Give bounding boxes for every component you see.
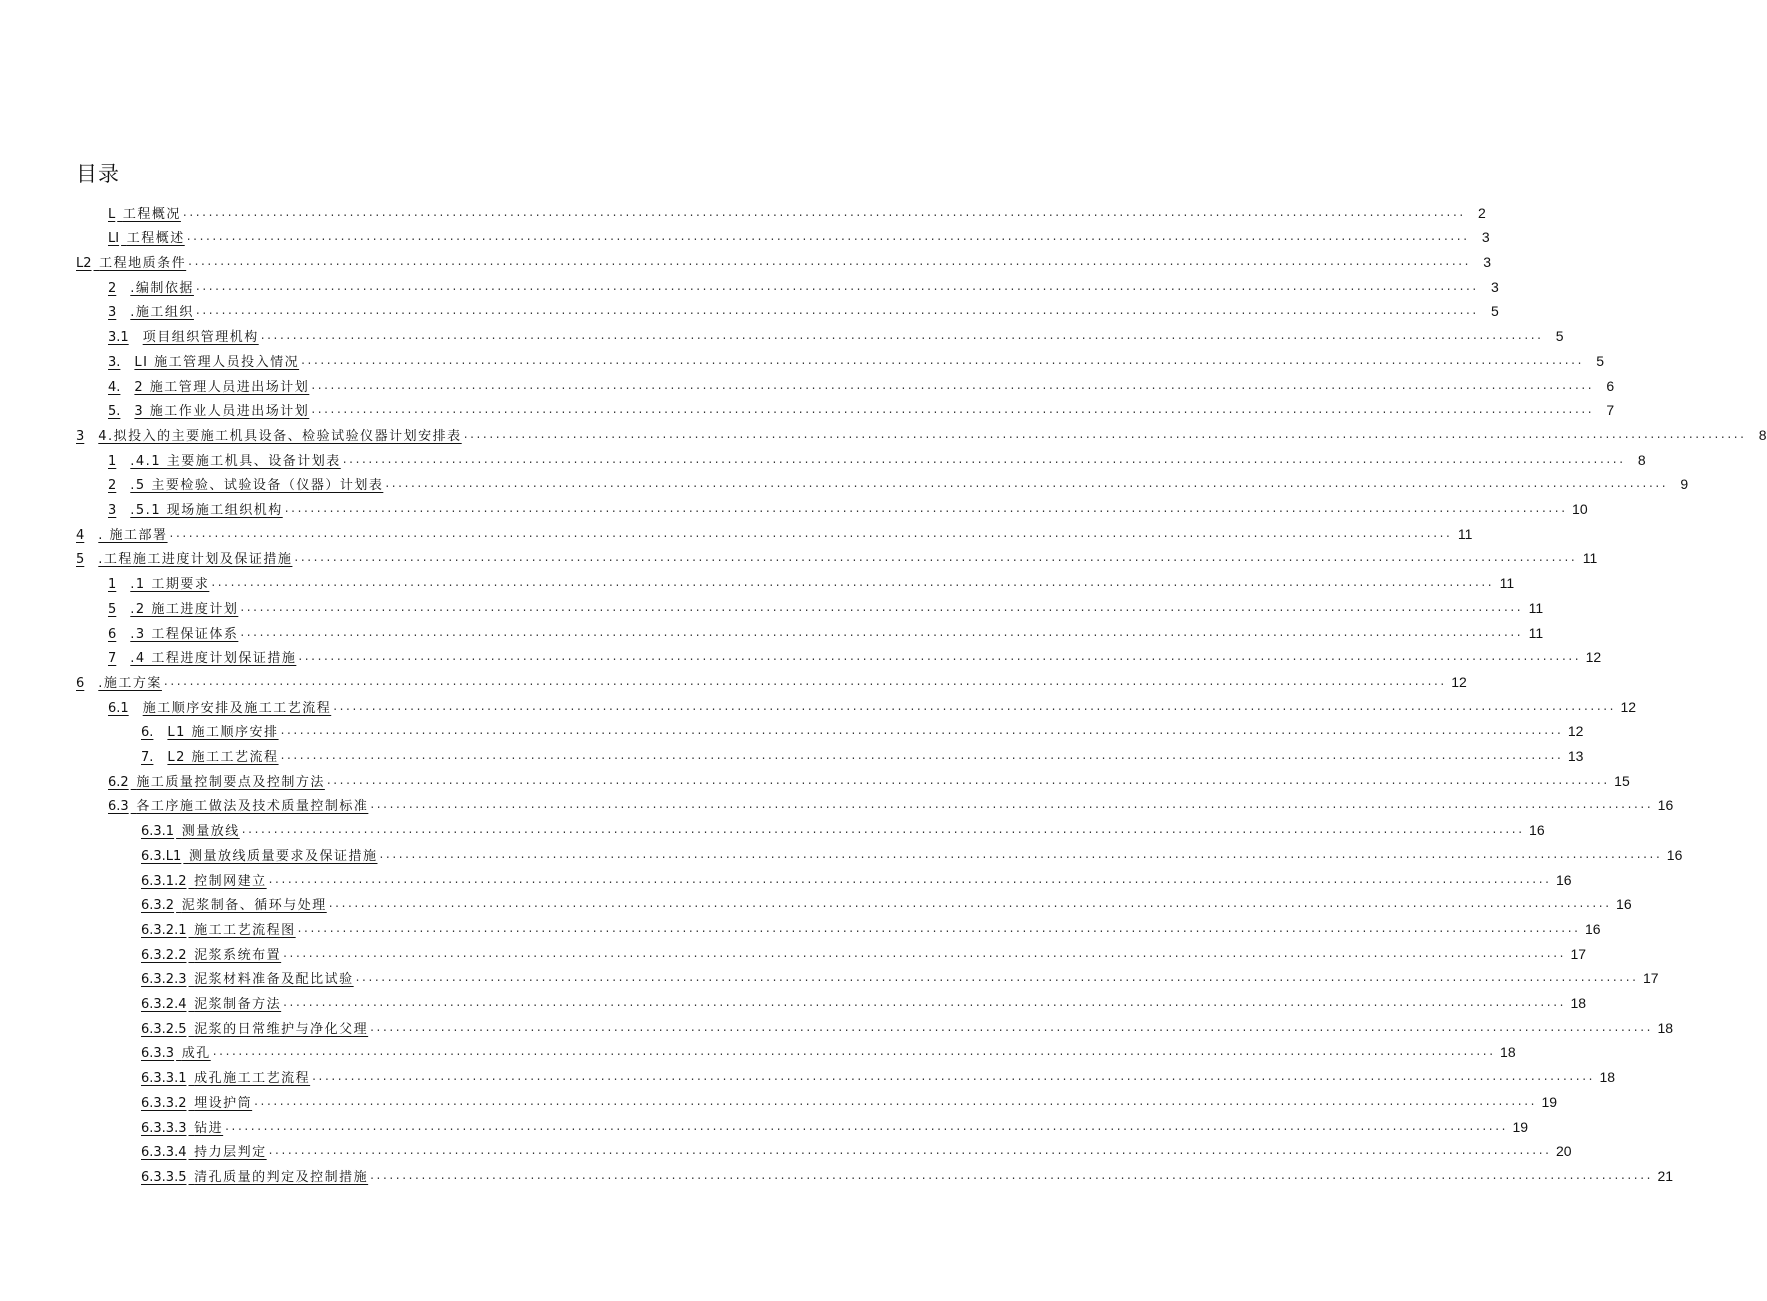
toc-entry-number: 6: [76, 675, 85, 691]
toc-page-number: 11: [1528, 599, 1544, 616]
toc-entry[interactable]: [76, 419, 1767, 444]
toc-page-number: 7: [1606, 402, 1615, 419]
toc-page-number: 10: [1572, 501, 1588, 518]
toc-entry-number: 6.3.L1: [141, 848, 182, 864]
toc-entry-number: 3: [108, 503, 117, 519]
toc-entry[interactable]: [141, 1037, 1516, 1062]
toc-entry-text: 3 施工作业人员进出场计划: [134, 404, 310, 420]
toc-entry[interactable]: [141, 938, 1587, 963]
toc-entry[interactable]: [76, 518, 1473, 543]
toc-leader-dots: ........................................................................................................................................................................................................: [225, 1118, 1509, 1133]
toc-entry[interactable]: [141, 1160, 1674, 1185]
toc-leader-dots: ........................................................................................................................................................................................................: [311, 377, 1595, 392]
toc-entry[interactable]: [76, 246, 1492, 272]
toc-leader-dots: ........................................................................................................................................................................................................: [211, 575, 1495, 590]
toc-entry-number: 2: [108, 280, 117, 296]
toc-entry-text: 成孔施工工艺流程: [194, 1071, 311, 1087]
toc-entry[interactable]: [108, 568, 1515, 593]
toc-leader-dots: ........................................................................................................................................................................................................: [284, 501, 1568, 516]
toc-leader-dots: ........................................................................................................................................................................................................: [379, 846, 1663, 861]
toc-page-number: 13: [1567, 748, 1584, 765]
toc-entry[interactable]: [141, 963, 1659, 988]
toc-entry-label[interactable]: [76, 672, 162, 691]
toc-page-number: 16: [1584, 920, 1601, 937]
toc-entry-label[interactable]: [141, 968, 354, 987]
toc-entry-text: .4 工程进度计划保证措施: [130, 651, 297, 667]
toc-entry-text: 持力层判定: [194, 1145, 267, 1161]
toc-entry-number: 6.3.1: [141, 824, 175, 840]
toc-entry-text: 工程地质条件: [99, 256, 187, 272]
toc-leader-dots: ........................................................................................................................................................................................................: [283, 945, 1567, 960]
toc-entry-text: 泥浆制备、循环与处理: [181, 898, 327, 914]
toc-entry-text: .施工方案: [98, 675, 162, 691]
toc-entry-number: 6.3.3.1: [141, 1071, 187, 1087]
toc-entry-label[interactable]: [141, 1092, 252, 1111]
toc-entry-label[interactable]: [108, 351, 299, 370]
toc-page-number: 18: [1657, 1019, 1674, 1036]
toc-page-number: 11: [1457, 525, 1473, 542]
toc-entry-text: 施工顺序安排及施工工艺流程: [142, 700, 332, 716]
toc-entry-text: 埋设护筒: [194, 1095, 253, 1111]
toc-page-number: 11: [1528, 624, 1544, 641]
toc-entry[interactable]: [141, 740, 1584, 766]
toc-entry-text: 工程概述: [126, 231, 185, 247]
toc-entry-label[interactable]: [141, 845, 377, 864]
toc-page-number: 19: [1541, 1093, 1558, 1110]
toc-entry-text: 泥浆制备方法: [194, 997, 282, 1013]
toc-entry-number: 4.: [108, 379, 121, 395]
toc-entry-label[interactable]: [141, 870, 267, 889]
toc-entry-text: .编制依据: [130, 280, 194, 296]
toc-entry[interactable]: [76, 543, 1598, 568]
toc-entry-text: .3 工程保证体系: [130, 626, 239, 642]
toc-entry-number: 6.3.2.3: [141, 972, 187, 988]
toc-entry-label[interactable]: [141, 746, 279, 765]
toc-page-number: 16: [1657, 797, 1674, 814]
toc-entry[interactable]: [141, 987, 1587, 1013]
toc-entry-text: 施工质量控制要点及控制方法: [136, 774, 325, 790]
toc-entry-text: .5 主要检验、试验设备（仪器）计划表: [130, 478, 384, 494]
toc-entry[interactable]: [108, 765, 1630, 790]
toc-leader-dots: ........................................................................................................................................................................................................: [280, 748, 1564, 763]
toc-entry-label[interactable]: [108, 301, 194, 320]
toc-entry-label[interactable]: [108, 771, 325, 790]
toc-entry-label[interactable]: [141, 1067, 310, 1086]
toc-leader-dots: ........................................................................................................................................................................................................: [328, 896, 1612, 911]
toc-entry-text: 各工序施工做法及技术质量控制标准: [136, 799, 369, 815]
toc-leader-dots: ........................................................................................................................................................................................................: [385, 476, 1669, 491]
toc-entry-number: 3: [108, 305, 117, 321]
toc-entry-text: .工程施工进度计划及保证措施: [98, 552, 293, 568]
toc-entry-number: 5.: [108, 404, 121, 420]
toc-entry-number: 6.3.3.3: [141, 1120, 187, 1136]
toc-leader-dots: ........................................................................................................................................................................................................: [268, 1143, 1552, 1158]
toc-entry-number: 6.3.2.1: [141, 922, 187, 938]
toc-page-number: 3: [1481, 229, 1490, 246]
toc-entry-label[interactable]: [108, 623, 238, 642]
toc-entry-label[interactable]: [76, 252, 186, 271]
toc-entry[interactable]: [108, 395, 1615, 420]
toc-page-number: 20: [1555, 1143, 1572, 1160]
toc-entry-number: 5: [108, 601, 117, 617]
toc-entry-number: LI: [108, 231, 120, 247]
toc-page-number: 16: [1616, 896, 1632, 913]
toc-page-number: 8: [1758, 426, 1767, 443]
toc-entry-text: .5.1 现场施工组织机构: [130, 503, 283, 519]
toc-entry-text: 4.拟投入的主要施工机具设备、检验试验仪器计划安排表: [98, 428, 462, 444]
toc-page-number: 9: [1680, 476, 1689, 493]
toc-leader-dots: ........................................................................................................................................................................................................: [280, 723, 1564, 738]
toc-page-number: 5: [1596, 352, 1605, 369]
toc-page-number: 3: [1483, 254, 1492, 271]
toc-entry-number: 6.: [141, 725, 154, 741]
toc-page-number: 18: [1570, 995, 1587, 1012]
toc-entry-number: 3.1: [108, 330, 129, 346]
toc-entry-text: 工程概况: [122, 206, 181, 222]
toc-entry[interactable]: [141, 1062, 1616, 1087]
toc-entry-number: 1: [108, 453, 117, 469]
toc-leader-dots: ........................................................................................................................................................................................................: [283, 995, 1567, 1010]
toc-entry-number: 6.3.3: [141, 1046, 175, 1062]
toc-entry-label[interactable]: [108, 598, 238, 617]
toc-entry-label[interactable]: [141, 944, 281, 963]
toc-entry-label[interactable]: [108, 499, 283, 518]
toc-leader-dots: ........................................................................................................................................................................................................: [311, 402, 1595, 417]
toc-entry-label[interactable]: [108, 450, 341, 469]
toc-entry-label[interactable]: [141, 919, 296, 938]
toc-entry-number: L2: [76, 256, 92, 272]
toc-entry-text: 泥浆材料准备及配比试验: [194, 972, 354, 988]
toc-entry-number: 6.1: [108, 700, 129, 716]
toc-entry[interactable]: [108, 271, 1499, 296]
toc-entry[interactable]: [108, 691, 1637, 716]
toc-leader-dots: ........................................................................................................................................................................................................: [260, 328, 1544, 343]
toc-entry-number: 7.: [141, 750, 154, 766]
toc-leader-dots: ........................................................................................................................................................................................................: [240, 599, 1524, 614]
toc-leader-dots: ........................................................................................................................................................................................................: [212, 1044, 1496, 1059]
toc-leader-dots: ........................................................................................................................................................................................................: [241, 822, 1525, 837]
toc-leader-dots: ........................................................................................................................................................................................................: [169, 525, 1453, 540]
toc-entry-text: 2 施工管理人员进出场计划: [134, 379, 310, 395]
toc-page-number: 17: [1642, 970, 1659, 987]
toc-leader-dots: ........................................................................................................................................................................................................: [297, 920, 1581, 935]
toc-entry[interactable]: [108, 321, 1564, 346]
toc-entry-number: 3.: [108, 354, 121, 370]
toc-entry[interactable]: [141, 815, 1545, 840]
toc-page-number: 11: [1499, 575, 1515, 592]
toc-entry-label[interactable]: [141, 894, 327, 913]
toc-entry-number: 3: [76, 428, 85, 444]
toc-leader-dots: ........................................................................................................................................................................................................: [254, 1093, 1538, 1108]
toc-entry-number: 6.2: [108, 774, 129, 790]
toc-entry-label[interactable]: [108, 647, 296, 666]
toc-page-number: 6: [1606, 377, 1615, 394]
toc-entry-label[interactable]: [108, 227, 185, 246]
toc-entry[interactable]: [108, 345, 1605, 370]
toc-entry-text: 控制网建立: [194, 873, 267, 889]
toc-leader-dots: ........................................................................................................................................................................................................: [463, 426, 1747, 441]
toc-entry-number: 6: [108, 626, 117, 642]
toc-entry-number: 6.3.3.2: [141, 1095, 187, 1111]
toc-entry-label[interactable]: [141, 1018, 368, 1037]
toc-entry-number: 4: [76, 527, 85, 543]
toc-leader-dots: ........................................................................................................................................................................................................: [301, 352, 1585, 367]
toc-entry[interactable]: [108, 617, 1544, 642]
toc-entry-label[interactable]: [108, 277, 194, 296]
toc-page-number: 15: [1614, 772, 1630, 789]
toc-entry[interactable]: [141, 1012, 1674, 1037]
toc-entry-text: .2 施工进度计划: [130, 601, 239, 617]
toc-entry-label[interactable]: [108, 400, 309, 419]
toc-page-number: 16: [1666, 846, 1683, 863]
toc-entry-text: .施工组织: [130, 305, 194, 321]
toc-leader-dots: ........................................................................................................................................................................................................: [195, 303, 1479, 318]
toc-entry[interactable]: [108, 444, 1646, 469]
toc-page-number: 12: [1620, 698, 1637, 715]
toc-leader-dots: ........................................................................................................................................................................................................: [182, 204, 1466, 219]
toc-leader-dots: ........................................................................................................................................................................................................: [195, 278, 1479, 293]
toc-entry-label[interactable]: [141, 721, 279, 740]
toc-entry-number: 6.3.2.4: [141, 997, 187, 1013]
toc-entry[interactable]: [141, 913, 1601, 938]
toc-entry-label[interactable]: [141, 1117, 223, 1136]
toc-leader-dots: ........................................................................................................................................................................................................: [298, 649, 1582, 664]
toc-leader-dots: ........................................................................................................................................................................................................: [333, 698, 1617, 713]
toc-entry-number: 2: [108, 478, 117, 494]
toc-entry[interactable]: [141, 1086, 1558, 1111]
toc-entry-number: 5: [76, 552, 85, 568]
toc-entry-label[interactable]: [76, 548, 292, 567]
toc-page-number: 12: [1451, 673, 1467, 690]
toc-entry[interactable]: [141, 864, 1572, 889]
toc-entry-label[interactable]: [141, 1141, 267, 1160]
toc-entry[interactable]: [76, 666, 1467, 691]
toc-leader-dots: ........................................................................................................................................................................................................: [370, 797, 1654, 812]
toc-leader-dots: ........................................................................................................................................................................................................: [188, 254, 1472, 269]
toc-page-number: 12: [1585, 649, 1602, 666]
toc-page-number: 5: [1555, 328, 1564, 345]
toc-leader-dots: ........................................................................................................................................................................................................: [240, 624, 1524, 639]
toc-entry-text: L1 施工顺序安排: [167, 725, 279, 741]
toc-entry[interactable]: [141, 716, 1584, 741]
toc-page-number: 12: [1567, 723, 1584, 740]
toc-entry-number: 6.3.2.2: [141, 947, 187, 963]
toc-entry-label[interactable]: [108, 326, 259, 345]
toc-entry[interactable]: [108, 197, 1486, 222]
toc-entry-label[interactable]: [141, 1166, 368, 1185]
toc-entry-text: 测量放线质量要求及保证措施: [188, 848, 378, 864]
toc-title: 目录: [76, 162, 120, 186]
toc-entry-number: 6.3.3.4: [141, 1145, 187, 1161]
toc-page-number: 3: [1491, 278, 1499, 295]
toc-page-number: 19: [1512, 1118, 1529, 1135]
toc-entry[interactable]: [141, 889, 1632, 914]
toc-entry-text: 泥浆的日常维护与净化父理: [194, 1021, 369, 1037]
toc-entry-number: 6.3.2: [141, 898, 175, 914]
toc-page-number: 16: [1555, 871, 1572, 888]
toc-entry[interactable]: [141, 839, 1683, 864]
toc-entry-label[interactable]: [108, 697, 331, 716]
toc-entry-label[interactable]: [108, 376, 309, 395]
toc-leader-dots: ........................................................................................................................................................................................................: [186, 229, 1470, 244]
toc-leader-dots: ........................................................................................................................................................................................................: [370, 1019, 1654, 1034]
toc-entry-text: . 施工部署: [98, 527, 168, 543]
toc-page-number: 11: [1582, 550, 1598, 567]
toc-leader-dots: ........................................................................................................................................................................................................: [342, 451, 1626, 466]
toc-entry-number: 7: [108, 651, 117, 667]
toc-entry-text: .4.1 主要施工机具、设备计划表: [130, 453, 341, 469]
toc-entry-text: 施工工艺流程图: [194, 922, 296, 938]
toc-entry[interactable]: [108, 469, 1689, 494]
toc-entry-number: 6.3: [108, 799, 129, 815]
toc-page-number: 16: [1529, 822, 1545, 839]
toc-entry-label[interactable]: [141, 1042, 211, 1061]
toc-entry[interactable]: [141, 1111, 1529, 1136]
toc-leader-dots: ........................................................................................................................................................................................................: [294, 550, 1578, 565]
toc-entry-label[interactable]: [108, 573, 209, 592]
toc-entry[interactable]: [108, 296, 1499, 321]
toc-entry-text: .1 工期要求: [130, 577, 210, 593]
toc-entry-label[interactable]: [76, 524, 168, 543]
toc-entry-text: 钻进: [194, 1120, 224, 1136]
toc-entry[interactable]: [108, 370, 1615, 395]
toc-entry-number: L: [108, 206, 116, 222]
toc-entry[interactable]: [108, 493, 1588, 519]
toc-entry-label[interactable]: [108, 203, 181, 222]
toc-leader-dots: ........................................................................................................................................................................................................: [370, 1167, 1654, 1182]
toc-entry-text: 项目组织管理机构: [142, 330, 259, 346]
toc-leader-dots: ........................................................................................................................................................................................................: [326, 772, 1610, 787]
toc-entry-number: 6.3.2.5: [141, 1021, 187, 1037]
toc-entry-text: 测量放线: [181, 824, 240, 840]
toc-page-number: 5: [1491, 303, 1499, 320]
toc-entry-number: 6.3.1.2: [141, 873, 187, 889]
toc-entry-text: L2 施工工艺流程: [167, 750, 279, 766]
toc-leader-dots: ........................................................................................................................................................................................................: [163, 673, 1447, 688]
toc-page-number: 2: [1478, 204, 1486, 221]
toc-entry[interactable]: [108, 790, 1674, 815]
toc-entry[interactable]: [108, 222, 1490, 247]
toc-entry[interactable]: [141, 1136, 1572, 1161]
toc-page-number: 17: [1570, 945, 1587, 962]
toc-entry-label[interactable]: [141, 993, 281, 1012]
toc-leader-dots: ........................................................................................................................................................................................................: [355, 970, 1639, 985]
toc-entry[interactable]: [108, 642, 1602, 667]
toc-page-number: 21: [1657, 1167, 1674, 1184]
toc-entry-number: 6.3.3.5: [141, 1169, 187, 1185]
toc-leader-dots: ........................................................................................................................................................................................................: [268, 871, 1552, 886]
toc-entry-text: 泥浆系统布置: [194, 947, 282, 963]
toc-entry-label[interactable]: [108, 795, 368, 814]
toc-entry-label[interactable]: [141, 820, 240, 839]
toc-leader-dots: ........................................................................................................................................................................................................: [312, 1069, 1596, 1084]
toc-page-number: 18: [1599, 1069, 1616, 1086]
toc-page-number: 18: [1500, 1044, 1516, 1061]
toc-entry-text: 清孔质量的判定及控制措施: [194, 1169, 369, 1185]
toc-page-number: 8: [1637, 451, 1646, 468]
toc-entry-text: 成孔: [181, 1046, 211, 1062]
toc-entry-number: 1: [108, 577, 117, 593]
toc-entry-label[interactable]: [108, 474, 383, 493]
toc-entry-text: LI 施工管理人员投入情况: [134, 354, 300, 370]
toc-entry[interactable]: [108, 592, 1544, 617]
toc-entry-label[interactable]: [76, 425, 462, 444]
